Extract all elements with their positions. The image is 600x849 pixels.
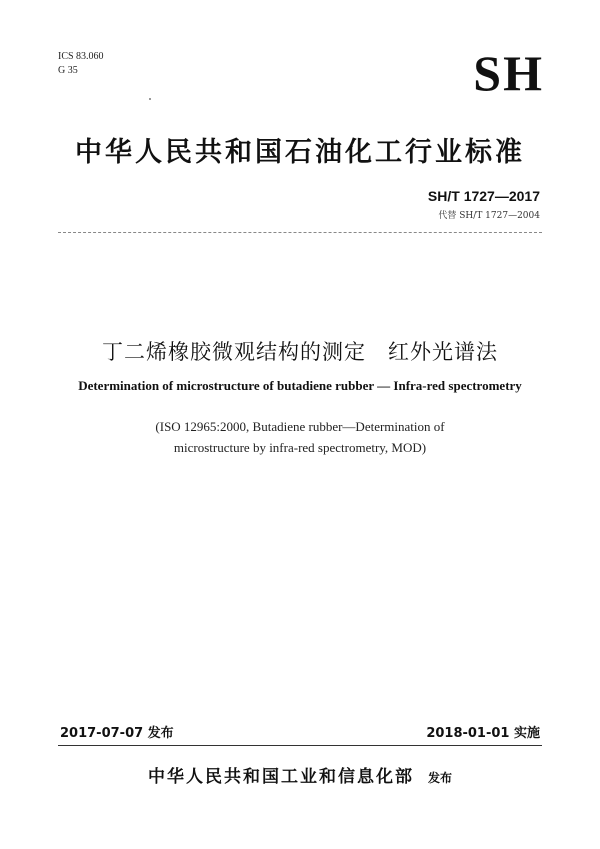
title-zh-method: 红外光谱法	[388, 340, 498, 364]
sh-logo: SH	[473, 45, 544, 101]
publication-date: 2017-07-07 发布	[60, 726, 174, 741]
iso-reference-line-1: (ISO 12965:2000, Butadiene rubber—Determination of	[155, 419, 445, 434]
title-en: Determination of microstructure of butadiene rubber — Infra-red spectrometry	[78, 378, 522, 393]
bottom-divider	[58, 745, 542, 746]
iso-reference	[0, 416, 600, 458]
ics-code: ICS 83.060	[58, 51, 104, 62]
effective-date: 2018-01-01 实施	[426, 726, 540, 741]
issuing-authority	[0, 762, 600, 787]
replaces-standard: 代替 SH/T 1727—2004	[438, 211, 540, 221]
iso-reference-line-2: microstructure by infra-red spectrometry, MOD)	[173, 440, 427, 455]
ministry-name: 中华人民共和国工业和信息化部	[147, 767, 414, 787]
standard-number: SH/T 1727—2017	[427, 188, 540, 204]
title-zh-main: 丁二烯橡胶微观结构的测定	[102, 340, 366, 364]
scan-dot	[149, 98, 151, 100]
title-zh	[0, 336, 600, 366]
issuer-title: 中华人民共和国石油化工行业标准	[75, 137, 525, 168]
classification-codes	[58, 50, 104, 78]
publish-label: 发布	[427, 771, 452, 785]
ccs-code: G 35	[58, 65, 78, 76]
top-divider	[58, 232, 542, 233]
